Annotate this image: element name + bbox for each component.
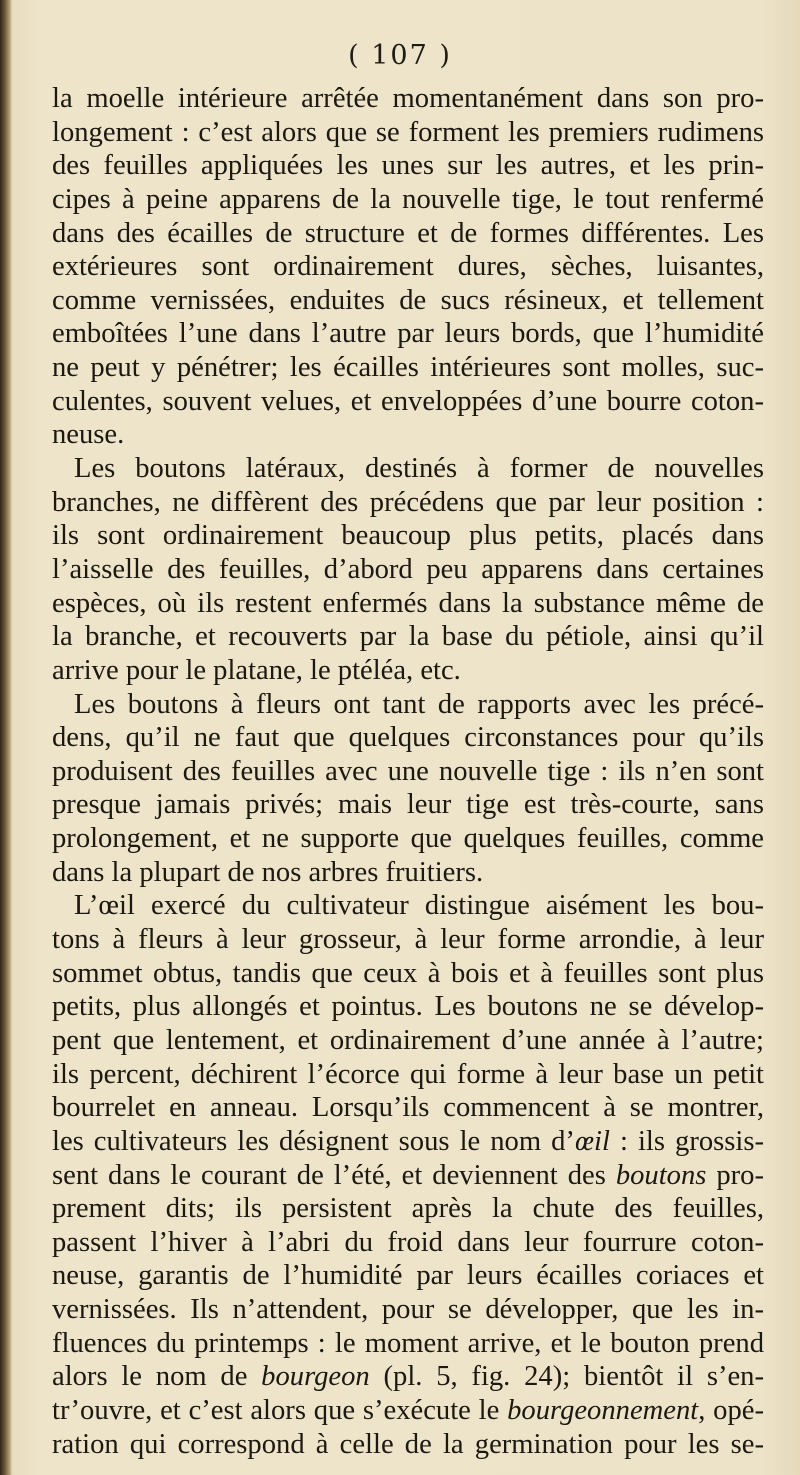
text-line: dans des écailles de structure et de formes différentes. Les — [52, 217, 764, 249]
text-line: la branche, et recouverts par la base du pétiole, ainsi qu’il — [52, 621, 764, 653]
text-line: ils percent, déchirent l’écorce qui forme à leur base un petit — [52, 1058, 764, 1090]
text-line: sommet obtus, tandis que ceux à bois et à feuilles sont plus — [52, 957, 764, 989]
text-line: presque jamais privés; mais leur tige est très-courte, sans — [52, 789, 764, 821]
text-line: extérieures sont ordinairement dures, sèches, luisantes, — [52, 251, 764, 283]
text-line: longement : c’est alors que se forment les premiers rudimens — [52, 116, 764, 148]
text-line: Les boutons à fleurs ont tant de rapports avec les précé- — [74, 688, 764, 720]
text-line: vernissées. Ils n’attendent, pour se développer, que les in- — [52, 1294, 764, 1326]
text-line: la moelle intérieure arrêtée momentanément dans son pro- — [52, 83, 764, 114]
text-line: arrive pour le platane, le ptéléa, etc. — [52, 654, 461, 686]
italic-term: bourgeonnement — [507, 1394, 699, 1426]
book-spine-shadow — [0, 0, 12, 1475]
text-line — [52, 1394, 764, 1428]
text-line: culentes, souvent velues, et enveloppées d’une bourre coton- — [52, 385, 764, 417]
text-line: prement dits; ils persistent après la chute des feuilles, — [52, 1193, 764, 1225]
text-line: branches, ne diffèrent des précédens que par leur position : — [52, 486, 764, 518]
italic-term: bourgeon — [261, 1361, 370, 1393]
text-line: dans la plupart de nos arbres fruitiers. — [52, 856, 484, 888]
text-run: alors le nom de — [52, 1361, 262, 1393]
text-line: des feuilles appliquées les unes sur les autres, et les prin- — [52, 150, 764, 182]
text-line — [52, 1125, 764, 1159]
text-run: sent dans le courant de l’été, et deviennent des — [52, 1159, 616, 1191]
text-line: neuse. — [52, 419, 125, 451]
text-line: cipes à peine apparens de la nouvelle tige, le tout renfermé — [52, 183, 764, 215]
text-run: pro- — [706, 1159, 764, 1191]
text-line: comme vernissées, enduites de sucs résineux, et tellement — [52, 284, 764, 316]
text-line: prolongement, et ne supporte que quelques feuilles, comme — [52, 823, 764, 855]
text-run: (pl. 5, fig. 24); bientôt il s’en- — [369, 1361, 764, 1393]
text-line: ils sont ordinairement beaucoup plus petits, placés dans — [52, 520, 764, 552]
text-line: fluences du printemps : le moment arrive, et le bouton prend — [52, 1327, 764, 1359]
page-number: ( 107 ) — [348, 40, 452, 71]
text-line: emboîtées l’une dans l’autre par leurs bords, que l’humidité — [52, 318, 764, 350]
text-line — [52, 1360, 764, 1394]
text-line: neuse, garantis de l’humidité par leurs écailles coriaces et — [52, 1260, 764, 1292]
text-run: , opé- — [698, 1394, 764, 1426]
text-line: dens, qu’il ne faut que quelques circonstances pour qu’ils — [52, 722, 764, 754]
text-line: ne peut y pénétrer; les écailles intérieures sont molles, suc- — [52, 352, 764, 384]
text-line: l’aisselle des feuilles, d’abord peu apparens dans certaines — [52, 553, 764, 585]
text-line: pent que lentement, et ordinairement d’une année à l’autre; — [52, 1024, 764, 1056]
text-line: passent l’hiver à l’abri du froid dans leur fourrure coton- — [52, 1226, 764, 1258]
text-run: : ils grossis- — [609, 1125, 764, 1157]
italic-term: œil — [574, 1125, 610, 1157]
text-line: espèces, où ils restent enfermés dans la substance même de — [52, 587, 764, 619]
text-line: bourrelet en anneau. Lorsqu’ils commencent à se montrer, — [52, 1092, 764, 1124]
text-line: tons à fleurs à leur grosseur, à leur forme arrondie, à leur — [52, 924, 764, 956]
text-line — [52, 1159, 764, 1193]
text-line: ration qui correspond à celle de la germination pour les se- — [52, 1428, 764, 1460]
body-text — [52, 82, 764, 1461]
text-line: Les boutons latéraux, destinés à former de nouvelles — [74, 453, 764, 485]
text-run: les cultivateurs les désignent sous le nom d’ — [52, 1125, 575, 1157]
text-line: produisent des feuilles avec une nouvelle tige : ils n’en sont — [52, 755, 764, 787]
italic-term: boutons — [615, 1159, 707, 1191]
text-line: L’œil exercé du cultivateur distingue aisément les bou- — [74, 890, 764, 922]
text-run: tr’ouvre, et c’est alors que s’exécute le — [52, 1394, 508, 1426]
text-line: petits, plus allongés et pointus. Les boutons ne se dévelop- — [52, 991, 764, 1023]
